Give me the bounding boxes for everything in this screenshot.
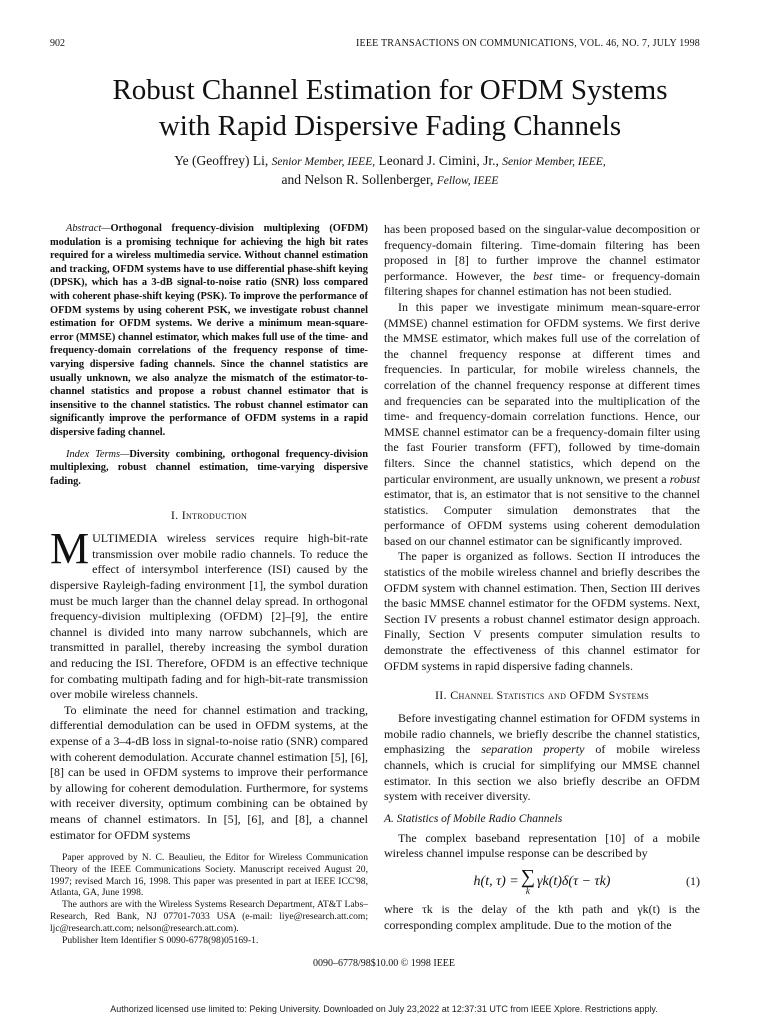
index-terms-text: Diversity combining, orthogonal frequency-division multiplexing, robust channel estimation, time-varying dispersive fading. xyxy=(50,448,368,487)
license-notice: Authorized licensed use limited to: Peking University. Downloaded on July 23,2022 at 12:37:31 UTC from IEEE Xplore. Restrictions apply. xyxy=(110,1004,658,1014)
right-paragraph-2-italic: robust xyxy=(669,471,701,486)
section-1-title: Introduction xyxy=(181,508,248,523)
footnote-2: The authors are with the Wireless Systems Research Department, AT&T Labs–Research, Red Bank, NJ 07701-7033 USA (e-mail: liye@research.att.com; ljc@research.att.com; nelson@research.att.com). xyxy=(50,899,368,934)
index-terms xyxy=(50,448,368,489)
abstract-text: Orthogonal frequency-division multiplexing (OFDM) modulation is a promising technique for achieving the high bit rates required for a wireless multimedia service. Without channel estimation and tracking, OFDM systems have to use differential phase-shift keying (DPSK), which has a 3-dB signal-to-noise ratio (SNR) loss compared with coherent phase-shift keying (PSK). To improve the performance of OFDM systems by using coherent PSK, we investigate robust channel estimation for OFDM systems. We derive a minimum mean-square-error (MMSE) channel estimator, which makes full use of the time- and frequency-domain correlations of the frequency response of time-varying dispersive fading channels. Since the channel statistics are usually unknown, we also analyze the mismatch of the estimator-to-channel statistics and propose a robust channel estimator that is insensitive to the channel statistics. The robust channel estimator can significantly improve the performance of OFDM systems in a rapid dispersive fading channel. xyxy=(50,223,368,438)
author-3: and Nelson R. Sollenberger, xyxy=(281,172,434,187)
abstract-paragraph xyxy=(50,222,368,440)
title-line-2: with Rapid Dispersive Fading Channels xyxy=(158,110,622,142)
subsection-a-heading: A. Statistics of Mobile Radio Channels xyxy=(384,812,563,825)
section-1-body xyxy=(50,524,368,843)
right-paragraph-1-tail: time- or frequency-domain filtering shapes for channel estimation has not been studied. xyxy=(384,268,701,299)
section-2-heading xyxy=(384,688,700,703)
title-line-1: Robust Channel Estimation for OFDM Systems xyxy=(112,74,668,106)
author-line-2 xyxy=(50,171,730,190)
right-paragraph-3: The paper is organized as follows. Section II introduces the statistics of the mobile wireless channel and briefly describes the OFDM system with channel estimation. Then, Section III derives the basic MMSE channel estimator for the OFDM systems. Next, Section IV presents a robust channel estimator design approach. Finally, Section V presents computer simulation results to demonstrate the effectiveness of this channel estimator for OFDM systems in rapid dispersive fading channels. xyxy=(384,549,700,673)
right-paragraph-1-italic: best xyxy=(533,268,553,283)
section-2-paragraph-3: where τk is the delay of the kth path and γk(t) is the corresponding complex amplitude. Due to the motion of the xyxy=(384,901,700,932)
intro-paragraph-1-text: ULTIMEDIA wireless services require high-bit-rate transmission over mobile radio channels. To reduce the effect of intersymbol interference (ISI) caused by the dispersive Rayleigh-fading environment [1], the symbol duration must be much larger than the channel delay spread. In orthogonal frequency-division multiplexing (OFDM) [2]–[9], the entire channel is divided into many narrow subchannels, which are transmitted in parallel, thereby increasing the symbol duration and reducing the ISI. Therefore, OFDM is an effective technique for combating multipath fading and for high-bit-rate transmission over mobile wireless channels. xyxy=(50,531,368,702)
equation-1 xyxy=(384,862,700,902)
equation-lhs: h(t, τ) = xyxy=(473,873,519,889)
summation-symbol: ∑ k xyxy=(520,866,535,897)
author-1-role: Senior Member, IEEE, xyxy=(271,156,376,168)
section-2-paragraph-1 xyxy=(384,711,700,805)
section-2-paragraph-1-tail: of mobile wireless channels, which is crucial for simplifying our MMSE channel estimator. In this section we also briefly describe an OFDM system with receiver diversity. xyxy=(384,742,700,804)
author-2-role: Senior Member, IEEE, xyxy=(502,156,606,168)
right-column xyxy=(384,222,700,933)
page-number: 902 xyxy=(50,38,65,49)
paper-title xyxy=(50,72,730,144)
right-paragraph-2-tail: estimator, that is, an estimator that is not sensitive to the channel statistics. Computer simulation demonstrates that the performance of OFDM systems using coherent demodulation based on our channel estimator can be significantly improved. xyxy=(384,487,700,548)
equation-number: (1) xyxy=(686,874,700,889)
abstract-label: Abstract— xyxy=(66,223,111,234)
section-2-paragraph-1-italic: separation property xyxy=(481,742,585,757)
footnote-1: Paper approved by N. C. Beaulieu, the Editor for Wireless Communication Theory of the IEEE Communications Society. Manuscript received August 20, 1997; revised March 16, 1998. This paper was presented in part at IEEE ICC'98, Atlanta, GA, June 1998. xyxy=(50,852,368,899)
author-3-role: Fellow, IEEE xyxy=(436,175,499,187)
right-paragraph-2-text: In this paper we investigate minimum mean-square-error (MMSE) channel estimation for OFDM systems. We first derive the MMSE estimator, which makes full use of the correlation of the channel frequency response at different times and frequencies. In particular, for mobile wireless channels, the correlation of the channel frequency response at different times and frequencies can be separated into the multiplication of the time- and frequency-domain correlation functions. Hence, our MMSE channel estimator can be a frequency-domain filter using the fast Fourier transform (FFT), followed by time-domain filters. Since the channel statistics, which depend on the particular environment, are usually unknown, we present a xyxy=(384,299,700,486)
right-paragraph-1 xyxy=(384,222,700,300)
author-2: Leonard J. Cimini, Jr., xyxy=(378,153,499,168)
section-2-paragraph-1-text: Before investigating channel estimation for OFDM systems in mobile radio channels, we briefly describe the channel statistics, emphasizing the xyxy=(384,711,700,757)
section-1-heading xyxy=(50,508,368,523)
journal-header: IEEE TRANSACTIONS ON COMMUNICATIONS, VOL. 46, NO. 7, JULY 1998 xyxy=(356,38,700,49)
footnotes xyxy=(50,852,368,946)
section-2-title: Channel Statistics and OFDM Systems xyxy=(450,688,649,703)
index-terms-label: Index Terms— xyxy=(66,448,130,460)
right-paragraph-1-text: has been proposed based on the singular-value decomposition or frequency-domain filtering. Time-domain filtering has been proposed in [8] to further improve the channel estimator performance. However, the xyxy=(384,222,700,283)
author-line-1 xyxy=(50,152,730,171)
intro-paragraph-1 xyxy=(50,524,368,703)
section-1-number: I. xyxy=(170,508,179,523)
section-2-paragraph-2: The complex baseband representation [10] of a mobile wireless channel impulse response can be described by xyxy=(384,830,700,861)
summation-index: k xyxy=(525,886,530,897)
abstract xyxy=(50,222,368,488)
right-paragraph-2 xyxy=(384,300,700,550)
equation-rhs: γk(t)δ(τ − τk) xyxy=(536,873,611,889)
footnote-3: Publisher Item Identifier S 0090-6778(98)05169-1. xyxy=(62,934,259,946)
section-2-number: II. xyxy=(435,688,447,703)
author-list xyxy=(50,152,730,190)
author-1: Ye (Geoffrey) Li, xyxy=(174,153,269,168)
dropcap: M xyxy=(50,524,90,574)
copyright-line: 0090–6778/98$10.00 © 1998 IEEE xyxy=(312,958,456,969)
intro-paragraph-2: To eliminate the need for channel estimation and tracking, differential demodulation can be used in OFDM systems, at the expense of a 3–4-dB loss in signal-to-noise ratio (SNR) compared with coherent demodulation. Accurate channel estimation [5], [6], [8] can be used in OFDM systems to improve their performance by allowing for coherent demodulation. Furthermore, for systems with receiver diversity, optimum combining can be obtained by means of channel estimators. In [5], [6], and [8], a channel estimator for OFDM systems xyxy=(50,702,368,842)
left-column xyxy=(50,222,368,843)
